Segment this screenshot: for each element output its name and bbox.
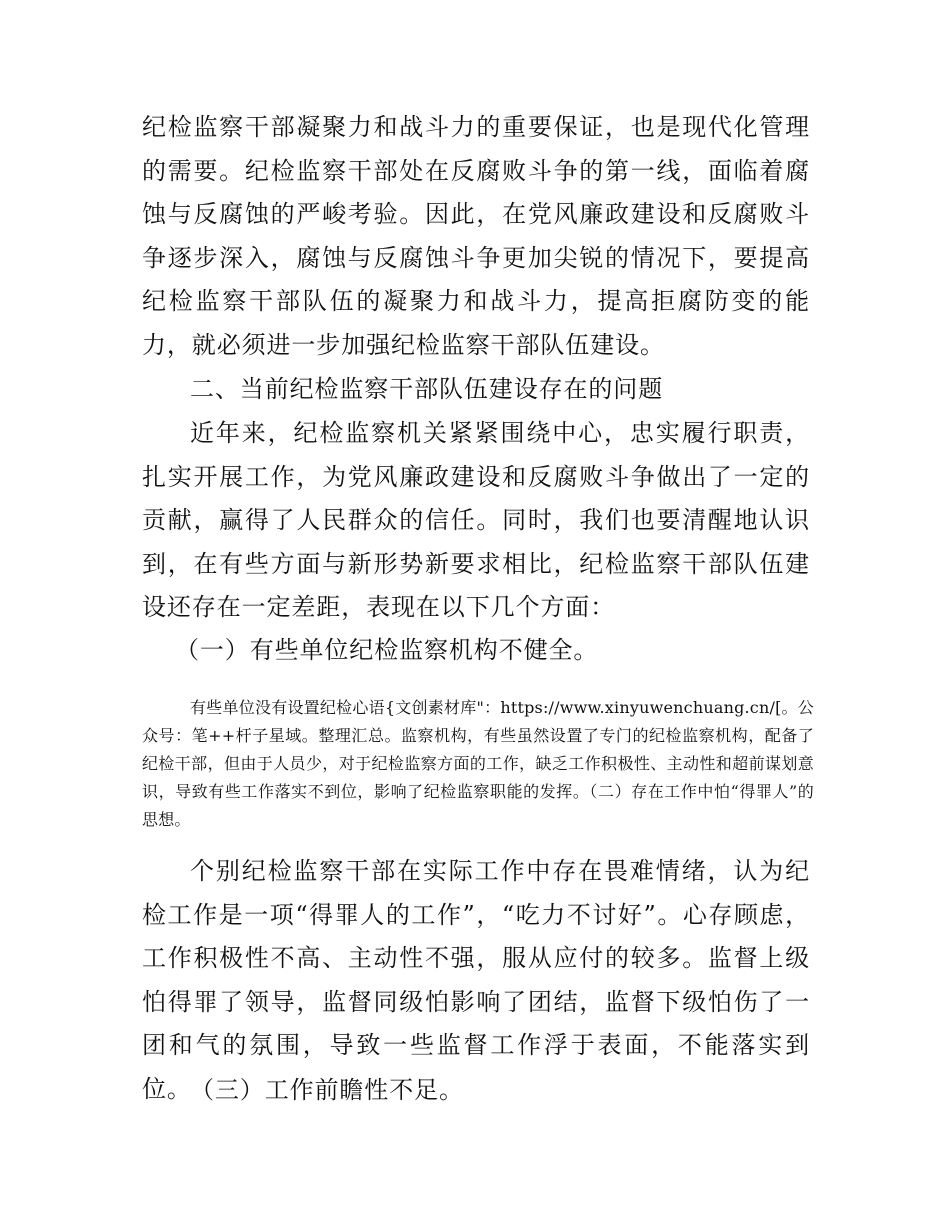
subheading-institutions: （一）有些单位纪检监察机构不健全。: [175, 636, 599, 664]
paragraph-fear-of-offending: 个别纪检监察干部在实际工作中存在畏难情绪，认为纪检工作是一项“得罪人的工作”，“吃力不讨好”。心存顾虑，工作积极性不高、主动性不强，服从应付的较多。监督上级怕得罪了领导，监督同级怕影响了团结，监督下级怕伤了一团和气的氛围，导致一些监督工作浮于表面，不能落实到位。: [142, 857, 810, 1103]
section-heading-problems: 二、当前纪检监察干部队伍建设存在的问题: [190, 375, 664, 403]
subheading-foresight: （三）工作前瞻性不足。: [190, 1076, 464, 1104]
paragraph-recent-years: 近年来，纪检监察机关紧紧围绕中心，忠实履行职责，扎实开展工作，为党风廉政建设和反腐败斗争做出了一定的贡献，赢得了人民群众的信任。同时，我们也要清醒地认识到，在有些方面与新形势新要求相比，纪检监察干部队伍建设还存在一定差距，表现在以下几个方面：: [142, 419, 810, 621]
paragraph-importance: 纪检监察干部凝聚力和战斗力的重要保证，也是现代化管理的需要。纪检监察干部处在反腐败斗争的第一线，面临着腐蚀与反腐蚀的严峻考验。因此，在党风廉政建设和反腐败斗争逐步深入，腐蚀与反腐蚀斗争更加尖锐的情况下，要提高纪检监察干部队伍的凝聚力和战斗力，提高拒腐防变的能力，就必须进一步加强纪检监察干部队伍建设。: [142, 113, 810, 359]
paragraph-institutions-detail: 有些单位没有设置纪检心语{文创素材库"：https://www.xinyuwenchuang.cn/[。公众号：笔++杆子星域。整理汇总。监察机构，有些虽然设置了专门的纪检监察机构，配备了纪检干部，但由于人员少，对于纪检监察方面的工作，缺乏工作积极性、主动性和超前谋划意识，导致有些工作落实不到位，影响了纪检监察职能的发挥。（二）存在工作中怕“得罪人”的思想。: [142, 698, 814, 829]
